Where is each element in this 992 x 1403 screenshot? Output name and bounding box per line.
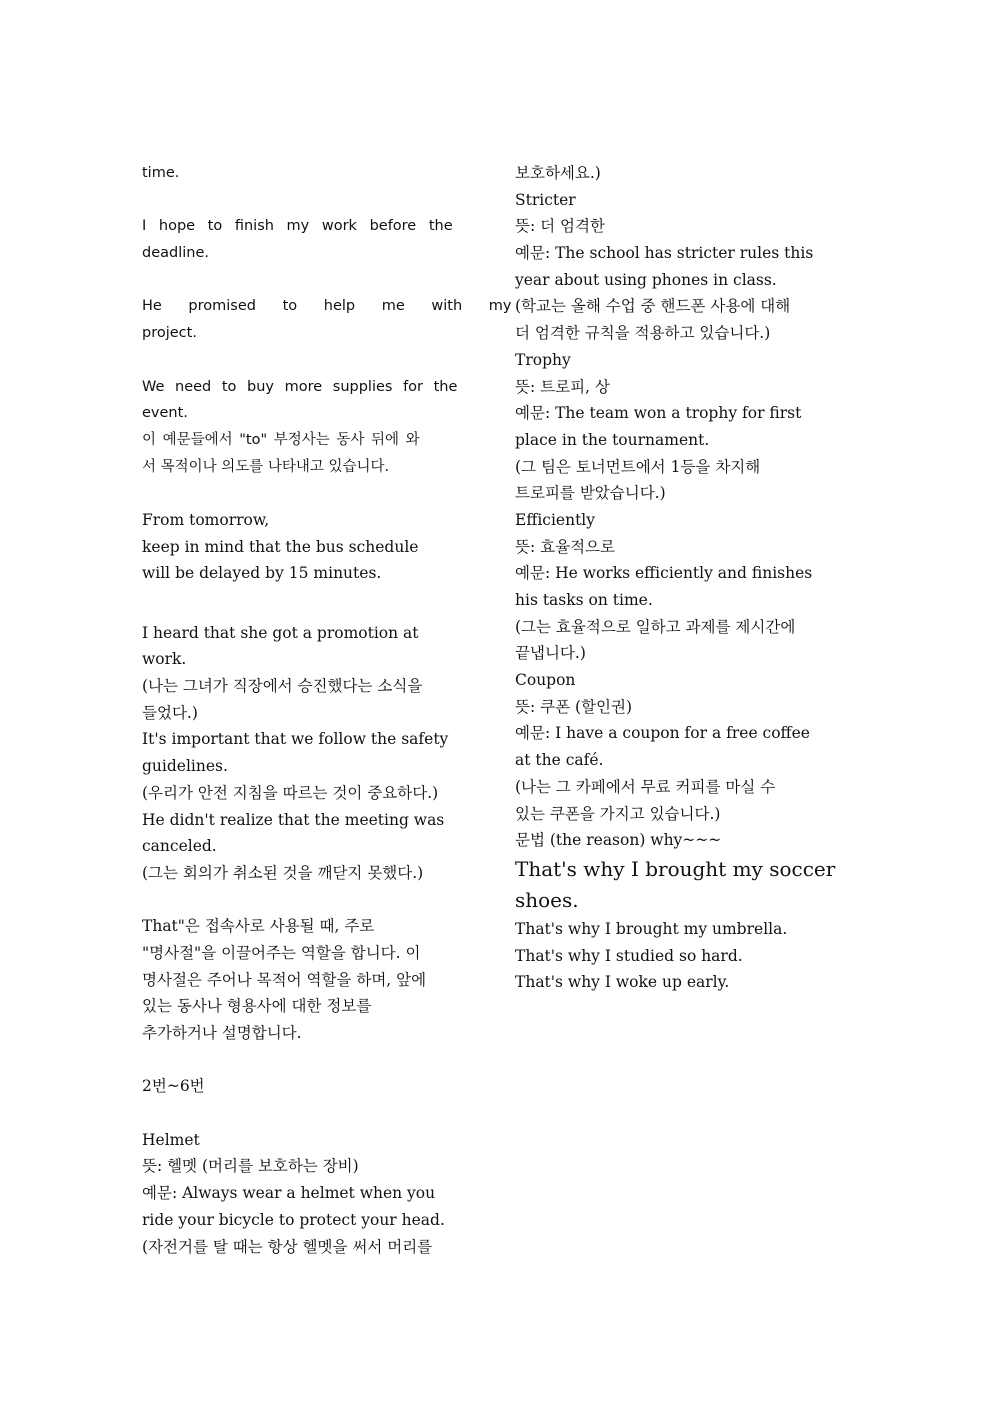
text-line: place in the tournament. <box>515 430 710 449</box>
example-sentence: That's why I woke up early. <box>515 973 730 992</box>
text-line: 끝냅니다.) <box>515 644 586 663</box>
text-line: 2번~6번 <box>142 1077 205 1096</box>
text-line: 보호하세요.) <box>515 164 601 182</box>
text-line: year about using phones in class. <box>515 270 777 289</box>
text-line: work. <box>142 650 187 669</box>
text-line: 이 예문들에서 "to" 부정사는 동사 뒤에 와 <box>142 431 420 448</box>
grammar-heading: 문법 (the reason) why~~~ <box>515 831 722 850</box>
text-line: 추가하거나 설명합니다. <box>142 1024 302 1042</box>
text-line: I hope to finish my work before the <box>142 218 453 235</box>
text-line: 서 목적이나 의도를 나타내고 있습니다. <box>142 458 390 475</box>
text-line: (학교는 올해 수업 중 핸드폰 사용에 대해 <box>515 297 791 316</box>
text-line: It's important that we follow the safety <box>142 730 449 749</box>
example-sentence: That's why I studied so hard. <box>515 946 743 965</box>
text-line: 더 엄격한 규칙을 적용하고 있습니다.) <box>515 324 771 343</box>
text-line: deadline. <box>142 245 209 262</box>
text-line: will be delayed by 15 minutes. <box>142 564 382 583</box>
text-line: 있는 쿠폰을 가지고 있습니다.) <box>515 804 721 823</box>
text-line: 예문: The school has stricter rules this <box>515 244 814 263</box>
text-line: Helmet <box>142 1130 200 1149</box>
text-line: ride your bicycle to protect your head. <box>142 1210 445 1229</box>
text-line: 들었다.) <box>142 703 198 722</box>
text-line: We need to buy more supplies for the <box>142 378 458 395</box>
text-line: (그는 효율적으로 일하고 과제를 제시간에 <box>515 617 796 636</box>
text-line: He didn't realize that the meeting was <box>142 810 445 829</box>
text-line: (그는 회의가 취소된 것을 깨닫지 못했다.) <box>142 863 424 882</box>
text-line: 뜻: 헬멧 (머리를 보호하는 장비) <box>142 1157 359 1176</box>
text-line: 뜻: 더 엄격한 <box>515 217 605 236</box>
right-column <box>515 160 851 996</box>
text-line: 예문: I have a coupon for a free coffee <box>515 724 810 743</box>
example-sentence-large: shoes. <box>515 887 579 912</box>
vocab-word: Efficiently <box>515 510 596 529</box>
text-line: keep in mind that the bus schedule <box>142 537 419 556</box>
text-line: time. <box>142 165 180 181</box>
text-line: 뜻: 트로피, 상 <box>515 377 610 396</box>
text-line: He promised to help me with my <box>142 298 512 315</box>
vocab-word: Stricter <box>515 190 576 209</box>
text-line: 있는 동사나 형용사에 대한 정보를 <box>142 997 372 1016</box>
text-line: his tasks on time. <box>515 591 653 609</box>
text-line: I heard that she got a promotion at <box>142 623 419 642</box>
text-line: (나는 그 카페에서 무료 커피를 마실 수 <box>515 777 776 796</box>
text-line: From tomorrow, <box>142 510 270 529</box>
text-line: 명사절은 주어나 목적어 역할을 하며, 앞에 <box>142 970 427 989</box>
text-line: 뜻: 쿠폰 (할인권) <box>515 697 633 716</box>
text-line: event. <box>142 405 188 422</box>
text-line: (나는 그녀가 직장에서 승진했다는 소식을 <box>142 677 423 696</box>
text-line: canceled. <box>142 837 217 856</box>
example-sentence: That's why I brought my umbrella. <box>515 919 788 938</box>
example-sentence-large: That's why I brought my soccer <box>515 856 836 881</box>
text-line: at the café. <box>515 751 604 770</box>
text-line: (그 팀은 토너먼트에서 1등을 차지해 <box>515 457 761 476</box>
text-line: 예문: He works efficiently and finishes <box>515 564 813 583</box>
text-line: 예문: The team won a trophy for first <box>515 404 802 423</box>
vocab-word: Coupon <box>515 671 576 690</box>
text-line: That"은 접속사로 사용될 때, 주로 <box>142 917 375 936</box>
text-line: (우리가 안전 지침을 따르는 것이 중요하다.) <box>142 783 439 802</box>
text-line: guidelines. <box>142 757 228 776</box>
vocab-word: Trophy <box>515 350 571 369</box>
text-line: 예문: Always wear a helmet when you <box>142 1184 436 1203</box>
left-column <box>142 160 512 1260</box>
text-line: (자전거를 탈 때는 항상 헬멧을 써서 머리를 <box>142 1237 433 1256</box>
text-line: project. <box>142 325 197 342</box>
text-line: 트로피를 받았습니다.) <box>515 484 666 503</box>
text-line: 뜻: 효율적으로 <box>515 537 615 556</box>
text-line: "명사절"을 이끌어주는 역할을 합니다. 이 <box>142 943 421 962</box>
